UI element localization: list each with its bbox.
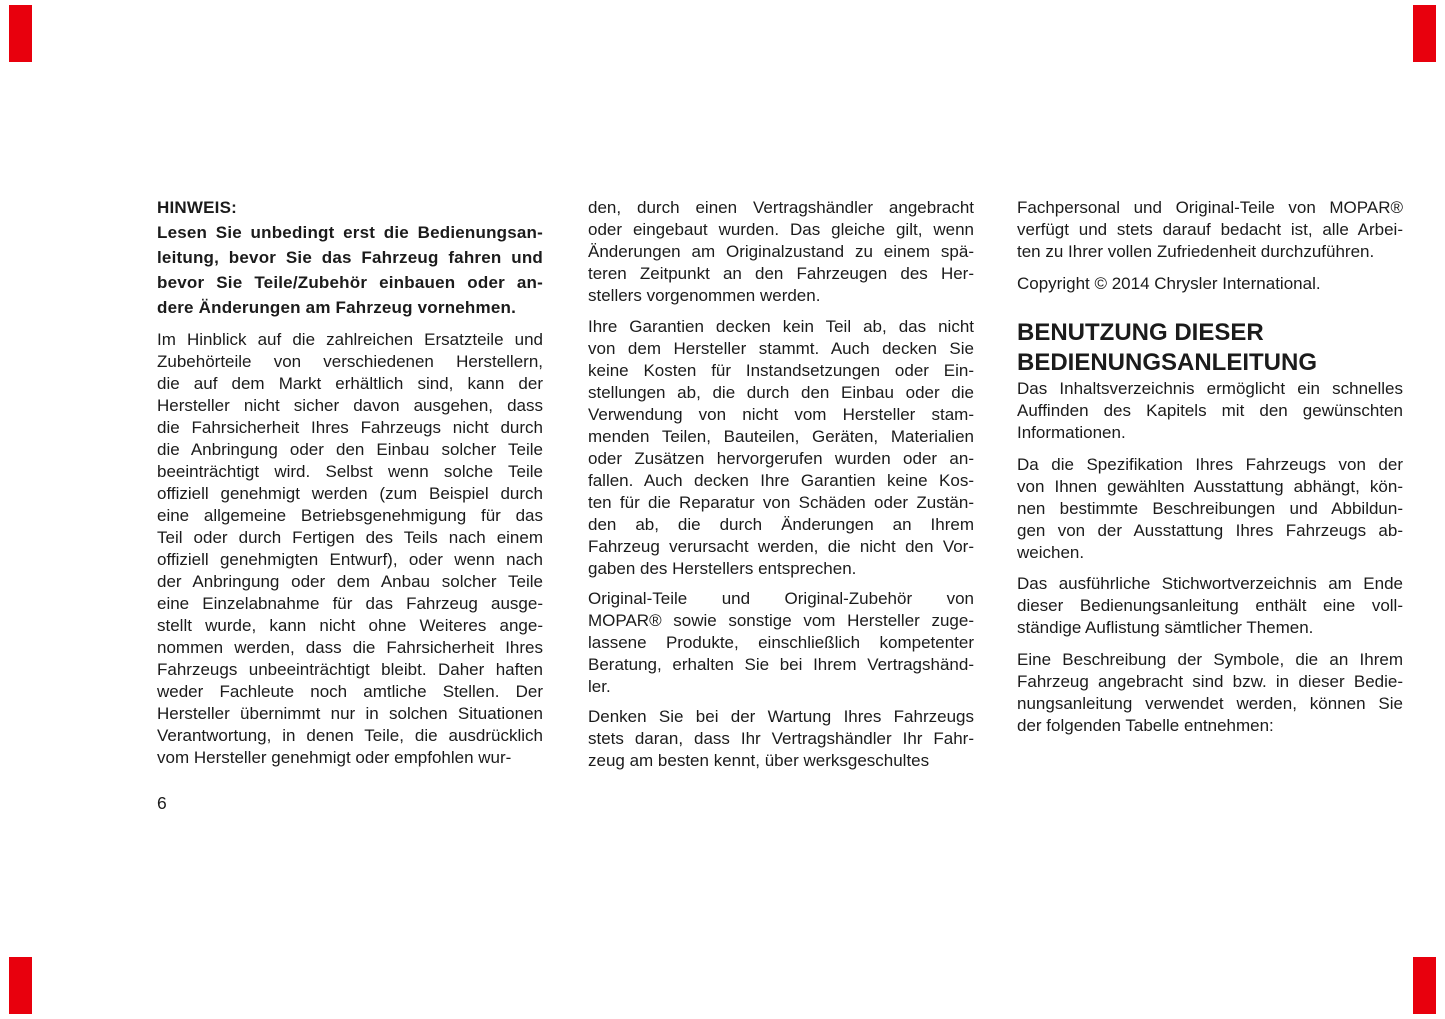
text-line: den, durch einen Vertragshändler angebracht — [588, 198, 974, 217]
text-line: gaben des Herstellers entsprechen. — [588, 559, 857, 578]
text-line: von Ihnen gewählten Ausstattung abhängt, kön- — [1017, 477, 1403, 496]
text-line: BEDIENUNGSANLEITUNG — [1017, 349, 1318, 376]
text-line: stellt wurde, kann nicht ohne Weiteres ange- — [157, 616, 543, 635]
paragraph — [1017, 197, 1403, 263]
text-line: stellungen ab, die durch den Einbau oder die — [588, 383, 974, 402]
text-line: offiziell genehmigt werden (zum Beispiel durch — [157, 484, 543, 503]
text-line: Da die Spezifikation Ihres Fahrzeugs von der — [1017, 455, 1403, 474]
text-line: Original-Teile und Original-Zubehör von — [588, 589, 974, 608]
corner-mark-top-right — [1413, 5, 1436, 62]
text-line: MOPAR® sowie sonstige vom Hersteller zuge- — [588, 611, 974, 630]
text-line: Zubehörteile von verschiedenen Herstellern, — [157, 352, 543, 371]
text-line: Das ausführliche Stichwortverzeichnis am Ende — [1017, 574, 1403, 593]
text-line: eine Einzelabnahme für das Fahrzeug ausge- — [157, 594, 543, 613]
text-line: BENUTZUNG DIESER — [1017, 319, 1264, 346]
text-line: fallen. Auch decken Ihre Garantien keine Kos- — [588, 471, 974, 490]
text-line: weder Fachleute noch amtliche Stellen. Der — [157, 682, 543, 701]
text-line: oder eingebaut wurden. Das gleiche gilt, wenn — [588, 220, 974, 239]
text-line: die Fahrsicherheit Ihres Fahrzeugs nicht durch — [157, 418, 543, 437]
paragraph — [157, 329, 543, 769]
text-line: beeinträchtigt wird. Selbst wenn solche Teile — [157, 462, 543, 481]
text-line: Fahrzeug verursacht werden, die nicht den Vor- — [588, 537, 974, 556]
paragraph — [1017, 573, 1403, 639]
text-line: Denken Sie bei der Wartung Ihres Fahrzeugs — [588, 707, 974, 726]
text-line: ler. — [588, 677, 611, 696]
paragraph — [1017, 378, 1403, 444]
text-line: ten für die Reparatur von Schäden oder Zustän- — [588, 493, 974, 512]
text-line: weichen. — [1017, 543, 1085, 562]
text-line: oder Zusätzen hervorgerufen wurden oder an- — [588, 449, 974, 468]
text-line: Fahrzeug angebracht sind bzw. in dieser Bedie- — [1017, 672, 1403, 691]
text-line: Änderungen am Originalzustand zu einem spä- — [588, 242, 974, 261]
paragraph — [588, 316, 974, 580]
corner-mark-top-left — [9, 5, 32, 62]
text-line: stellers vorgenommen werden. — [588, 286, 821, 305]
text-line: Eine Beschreibung der Symbole, die an Ihrem — [1017, 650, 1403, 669]
text-line: Auffinden des Kapitels mit den gewünschten — [1017, 401, 1403, 420]
text-line: Fahrzeugs unbeeinträchtigt bleibt. Daher haften — [157, 660, 543, 679]
paragraph — [1017, 454, 1403, 564]
text-line: ten zu Ihrer vollen Zufriedenheit durchzuführen. — [1017, 242, 1375, 261]
text-line: nommen werden, dass die Fahrsicherheit Ihres — [157, 638, 543, 657]
text-line: gen von der Ausstattung Ihres Fahrzeugs ab- — [1017, 521, 1403, 540]
corner-mark-bottom-left — [9, 957, 32, 1014]
text-line: ständige Auflistung sämtlicher Themen. — [1017, 618, 1314, 637]
text-line: Hersteller übernimmt nur in solchen Situationen — [157, 704, 543, 723]
text-line: Fachpersonal und Original-Teile von MOPAR® — [1017, 198, 1403, 217]
text-line: vom Hersteller genehmigt oder empfohlen wur- — [157, 748, 512, 767]
text-line: dere Änderungen am Fahrzeug vornehmen. — [157, 298, 516, 317]
text-column-1 — [157, 195, 543, 769]
text-line: der Anbringung oder dem Anbau solcher Teile — [157, 572, 543, 591]
text-column-3 — [1017, 197, 1403, 737]
text-line: Beratung, erhalten Sie bei Ihrem Vertragshänd- — [588, 655, 974, 674]
text-line: keine Kosten für Instandsetzungen oder Ein- — [588, 361, 974, 380]
note-heading — [157, 195, 543, 220]
text-line: HINWEIS: — [157, 198, 237, 217]
paragraph — [1017, 273, 1403, 295]
text-line: Hersteller nicht sicher davon ausgehen, dass — [157, 396, 543, 415]
text-line: den ab, die durch Änderungen an Ihrem — [588, 515, 974, 534]
text-line: verfügt und stets darauf bedacht ist, alle Arbei- — [1017, 220, 1403, 239]
text-line: stets daran, dass Ihr Vertragshändler Ihr Fahr- — [588, 729, 974, 748]
text-line: Das Inhaltsverzeichnis ermöglicht ein schnelles — [1017, 379, 1403, 398]
paragraph — [588, 706, 974, 772]
text-line: nen bestimmte Beschreibungen und Abbildun- — [1017, 499, 1403, 518]
corner-mark-bottom-right — [1413, 957, 1436, 1014]
text-line: Lesen Sie unbedingt erst die Bedienungsan- — [157, 223, 543, 242]
text-line: Copyright © 2014 Chrysler International. — [1017, 274, 1321, 293]
text-line: von dem Hersteller stammt. Auch decken Sie — [588, 339, 974, 358]
text-line: dieser Bedienungsanleitung enthält eine voll- — [1017, 596, 1403, 615]
text-line: bevor Sie Teile/Zubehör einbauen oder an- — [157, 273, 543, 292]
text-line: leitung, bevor Sie das Fahrzeug fahren und — [157, 248, 543, 267]
text-line: menden Teilen, Bauteilen, Geräten, Materialien — [588, 427, 974, 446]
text-line: nungsanleitung verwendet werden, können Sie — [1017, 694, 1403, 713]
text-line: eine allgemeine Betriebsgenehmigung für das — [157, 506, 543, 525]
text-line: lassene Produkte, einschließlich kompetenter — [588, 633, 974, 652]
text-line: teren Zeitpunkt an den Fahrzeugen des Her- — [588, 264, 974, 283]
text-line: offiziell genehmigten Entwurf), oder wenn nach — [157, 550, 543, 569]
text-line: der folgenden Tabelle entnehmen: — [1017, 716, 1274, 735]
text-line: die Anbringung oder den Einbau solcher Teile — [157, 440, 543, 459]
text-line: Informationen. — [1017, 423, 1126, 442]
text-line: die auf dem Markt erhältlich sind, kann der — [157, 374, 543, 393]
text-line: Ihre Garantien decken kein Teil ab, das nicht — [588, 317, 974, 336]
paragraph — [588, 588, 974, 698]
section-heading — [1017, 318, 1403, 378]
text-column-2 — [588, 197, 974, 772]
text-line: Im Hinblick auf die zahlreichen Ersatzteile und — [157, 330, 543, 349]
page-number: 6 — [157, 793, 167, 813]
paragraph — [588, 197, 974, 307]
paragraph — [157, 220, 543, 320]
text-line: Teil oder durch Fertigen des Teils nach einem — [157, 528, 543, 547]
text-line: zeug am besten kennt, über werksgeschultes — [588, 751, 930, 770]
text-line: Verantwortung, in denen Teile, die ausdrücklich — [157, 726, 543, 745]
paragraph — [1017, 649, 1403, 737]
text-line: Verwendung von nicht vom Hersteller stam- — [588, 405, 974, 424]
